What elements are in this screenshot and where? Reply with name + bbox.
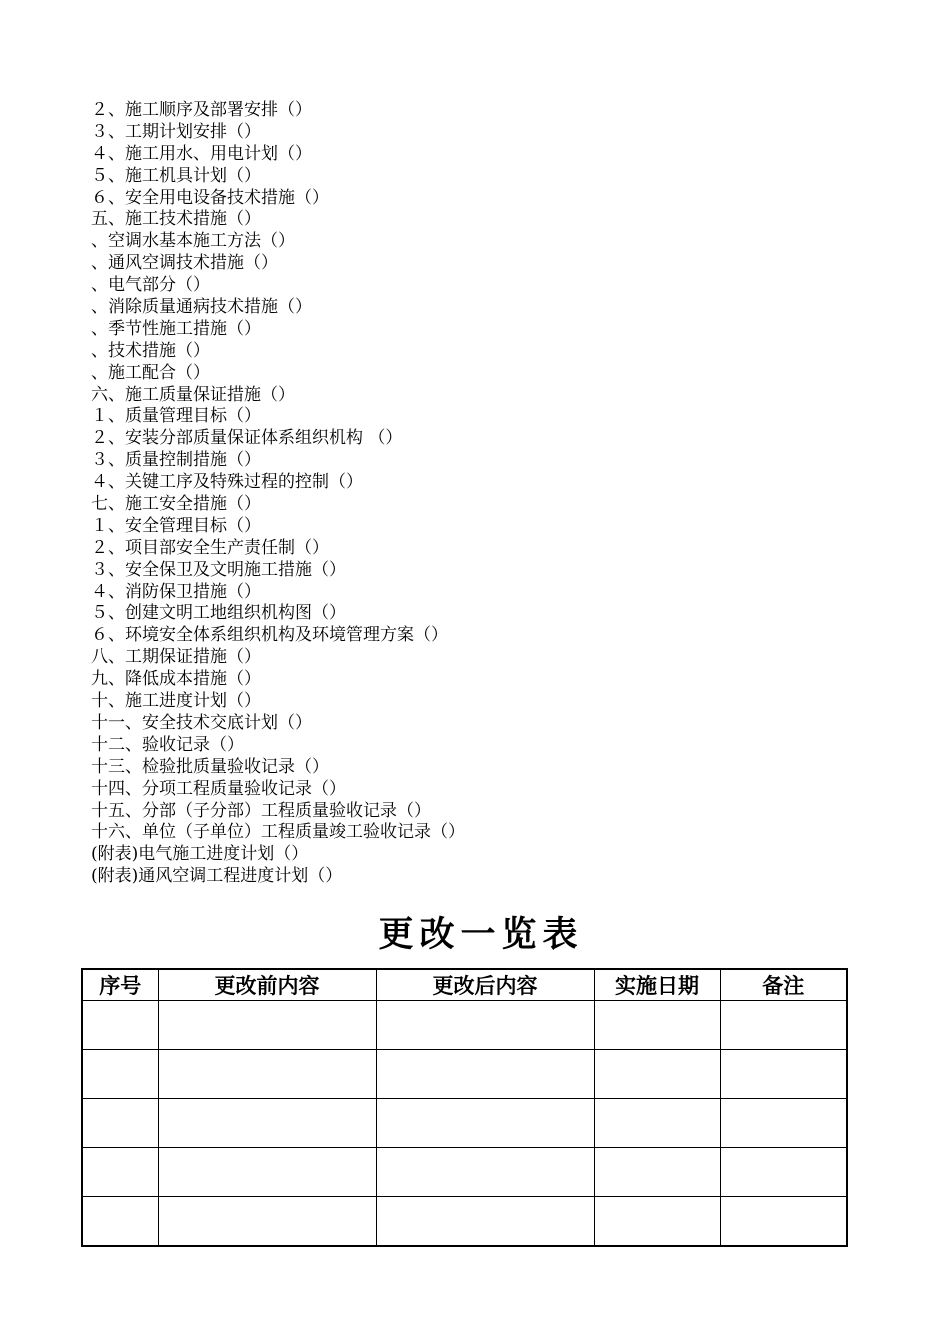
table-cell[interactable] (594, 1050, 720, 1099)
toc-item: 、施工配合（） (91, 362, 210, 383)
table-cell[interactable] (594, 1148, 720, 1197)
table-cell[interactable] (376, 1197, 594, 1247)
table-of-contents (91, 100, 891, 888)
toc-item: ３、质量控制措施（） (91, 450, 261, 471)
table-cell[interactable] (594, 1001, 720, 1050)
toc-item: 、电气部分（） (91, 275, 210, 296)
table-cell[interactable] (158, 1148, 376, 1197)
table-cell[interactable] (376, 1001, 594, 1050)
table-cell[interactable] (720, 1197, 847, 1247)
toc-item: ２、安装分部质量保证体系组织机构 （） (91, 428, 403, 449)
toc-item: ３、工期计划安排（） (91, 121, 261, 142)
column-header-before: 更改前内容 (158, 969, 376, 1001)
toc-item: ５、创建文明工地组织机构图（） (91, 603, 346, 624)
change-table-title: 更改一览表 (378, 915, 584, 955)
toc-item: ２、项目部安全生产责任制（） (91, 537, 329, 558)
toc-item: ３、安全保卫及文明施工措施（） (91, 559, 346, 580)
table-cell[interactable] (82, 1148, 158, 1197)
table-cell[interactable] (594, 1197, 720, 1247)
toc-item: １、质量管理目标（） (91, 406, 261, 427)
toc-item: ４、关键工序及特殊过程的控制（） (91, 472, 363, 493)
toc-item: 、消除质量通病技术措施（） (91, 297, 312, 318)
table-cell[interactable] (376, 1148, 594, 1197)
toc-item: 、空调水基本施工方法（） (91, 231, 295, 252)
toc-item: 十六、单位（子单位）工程质量竣工验收记录（） (91, 822, 465, 843)
table-row (82, 1050, 847, 1099)
table-cell[interactable] (158, 1001, 376, 1050)
toc-item: 十一、安全技术交底计划（） (91, 712, 312, 733)
column-header-remarks: 备注 (720, 969, 847, 1001)
toc-item: １、安全管理目标（） (91, 515, 261, 536)
table-cell[interactable] (158, 1197, 376, 1247)
toc-item: ６、环境安全体系组织机构及环境管理方案（） (91, 625, 448, 646)
column-header-index: 序号 (82, 969, 158, 1001)
table-cell[interactable] (720, 1099, 847, 1148)
toc-item: ４、施工用水、用电计划（） (91, 143, 312, 164)
toc-item: ４、消防保卫措施（） (91, 581, 261, 602)
toc-item: 六、施工质量保证措施（） (91, 384, 295, 405)
change-table (81, 968, 848, 1247)
toc-item: ６、安全用电设备技术措施（） (91, 187, 329, 208)
toc-item: 十五、分部（子分部）工程质量验收记录（） (91, 800, 431, 821)
column-header-date: 实施日期 (594, 969, 720, 1001)
table-header-row (82, 969, 847, 1001)
toc-item: 十三、检验批质量验收记录（） (91, 756, 329, 777)
table-row (82, 1001, 847, 1050)
toc-item: (附表)通风空调工程进度计划（） (91, 866, 343, 887)
toc-item: 十四、分项工程质量验收记录（） (91, 778, 346, 799)
toc-item: 、技术措施（） (91, 340, 210, 361)
table-cell[interactable] (594, 1099, 720, 1148)
toc-item: 十、施工进度计划（） (91, 691, 261, 712)
toc-item: 八、工期保证措施（） (91, 647, 261, 668)
table-row (82, 1099, 847, 1148)
table-cell[interactable] (720, 1148, 847, 1197)
table-cell[interactable] (720, 1001, 847, 1050)
toc-item: 十二、验收记录（） (91, 734, 244, 755)
table-cell[interactable] (376, 1050, 594, 1099)
toc-item: ５、施工机具计划（） (91, 165, 261, 186)
table-cell[interactable] (158, 1050, 376, 1099)
table-cell[interactable] (82, 1050, 158, 1099)
toc-item: 七、施工安全措施（） (91, 494, 261, 515)
column-header-after: 更改后内容 (376, 969, 594, 1001)
toc-item: 、季节性施工措施（） (91, 318, 261, 339)
table-cell[interactable] (158, 1099, 376, 1148)
table-cell[interactable] (376, 1099, 594, 1148)
toc-item: 五、施工技术措施（） (91, 209, 261, 230)
table-cell[interactable] (720, 1050, 847, 1099)
table-cell[interactable] (82, 1001, 158, 1050)
toc-item: 九、降低成本措施（） (91, 669, 261, 690)
table-cell[interactable] (82, 1099, 158, 1148)
toc-item: (附表)电气施工进度计划（） (91, 844, 309, 865)
table-row (82, 1197, 847, 1247)
table-row (82, 1148, 847, 1197)
toc-item: ２、施工顺序及部署安排（） (91, 100, 312, 120)
table-cell[interactable] (82, 1197, 158, 1247)
toc-item: 、通风空调技术措施（） (91, 253, 278, 274)
